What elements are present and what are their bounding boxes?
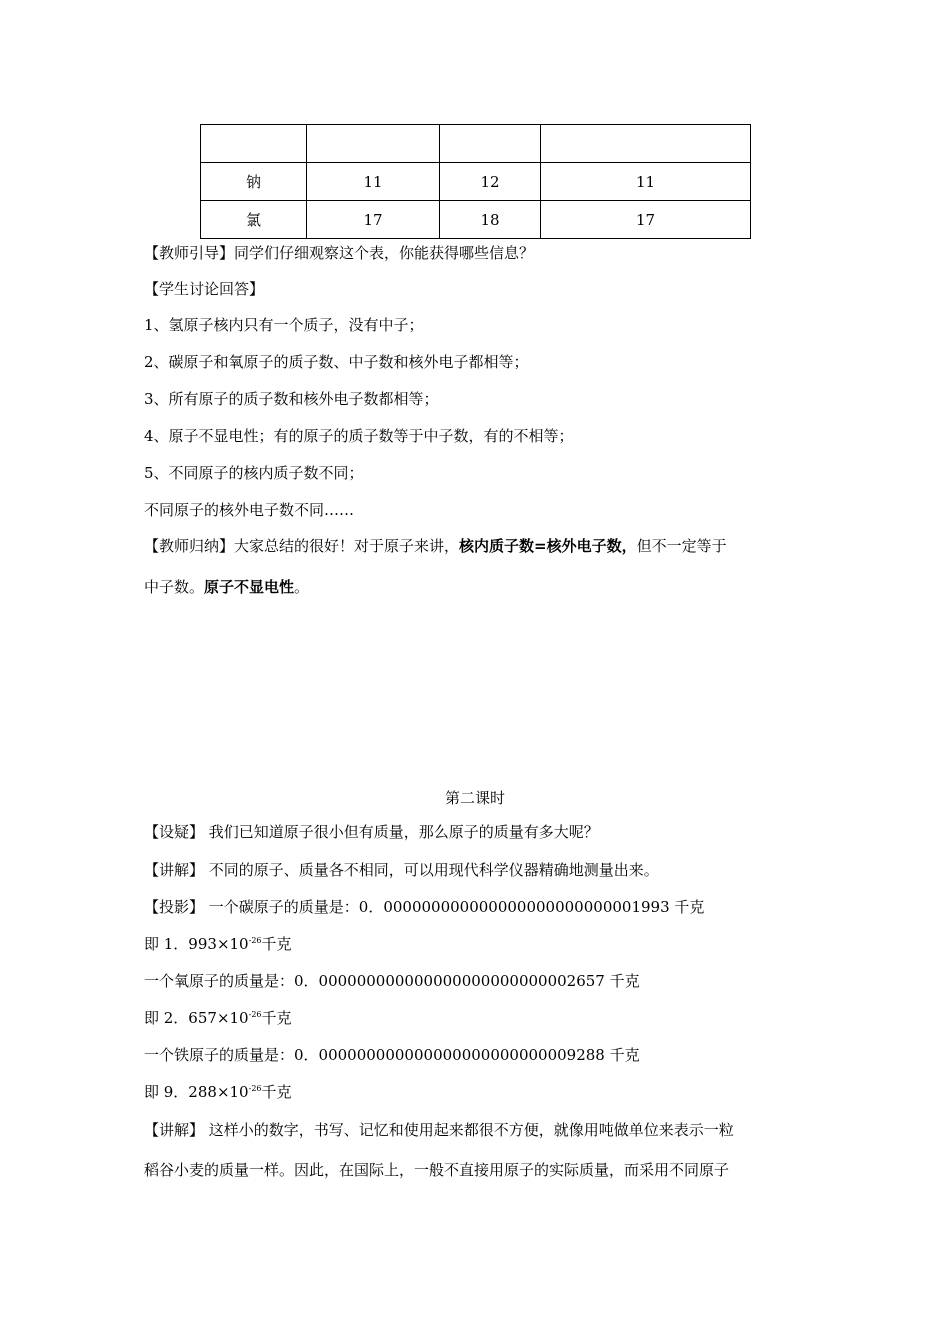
iron-mass-scientific bbox=[144, 1082, 292, 1102]
atom-data-table bbox=[200, 124, 751, 239]
oxygen-mass-scientific bbox=[144, 1008, 292, 1028]
table-cell bbox=[307, 125, 440, 163]
table-cell bbox=[201, 125, 307, 163]
table-cell: 17 bbox=[307, 201, 440, 239]
table-cell bbox=[541, 125, 751, 163]
table-cell: 12 bbox=[440, 163, 541, 201]
answer-item: 5、不同原子的核内质子数不同； bbox=[144, 464, 364, 482]
answer-item: 2、碳原子和氧原子的质子数、中子数和核外电子都相等； bbox=[144, 353, 529, 371]
table-cell: 氯 bbox=[201, 201, 307, 239]
summary-text: 中子数。 bbox=[144, 578, 205, 596]
table-cell: 钠 bbox=[201, 163, 307, 201]
mass-unit: 千克 bbox=[261, 1083, 292, 1101]
iron-mass: 一个铁原子的质量是：0．000000000000000000000000009288 千克 bbox=[144, 1046, 640, 1064]
mass-value: 即 2．657×10 bbox=[144, 1009, 249, 1027]
table-cell bbox=[440, 125, 541, 163]
summary-emphasis: 核内质子数=核外电子数， bbox=[459, 537, 637, 555]
mass-unit: 千克 bbox=[261, 1009, 292, 1027]
explanation-paragraph-2-continued: 稻谷小麦的质量一样。因此，在国际上，一般不直接用原子的实际质量，而采用不同原子 bbox=[144, 1161, 730, 1179]
answer-item: 3、所有原子的质子数和核外电子数都相等； bbox=[144, 390, 439, 408]
teacher-guide: 【教师引导】同学们仔细观察这个表，你能获得哪些信息？ bbox=[144, 244, 535, 262]
exponent: -26 bbox=[248, 1084, 262, 1093]
table-cell: 11 bbox=[307, 163, 440, 201]
explanation-paragraph: 【讲解】 不同的原子、质量各不相同，可以用现代科学仪器精确地测量出来。 bbox=[144, 861, 659, 879]
explanation-paragraph-2: 【讲解】 这样小的数字，书写、记忆和使用起来都很不方便，就像用吨做单位来表示一粒 bbox=[144, 1121, 734, 1139]
summary-text: 【教师归纳】大家总结的很好！对于原子来讲， bbox=[144, 537, 460, 555]
table-cell: 11 bbox=[541, 163, 751, 201]
mass-value: 即 1．993×10 bbox=[144, 935, 249, 953]
summary-text: 。 bbox=[294, 578, 310, 596]
projection-paragraph: 【投影】 一个碳原子的质量是：0．000000000000000000000000001993 千克 bbox=[144, 898, 705, 916]
exponent: -26 bbox=[248, 936, 262, 945]
mass-unit: 千克 bbox=[261, 935, 292, 953]
teacher-summary bbox=[144, 536, 727, 556]
answer-item: 1、氢原子核内只有一个质子，没有中子； bbox=[144, 316, 424, 334]
table-row bbox=[201, 163, 751, 201]
summary-emphasis: 原子不显电性 bbox=[204, 578, 295, 596]
oxygen-mass: 一个氧原子的质量是：0．000000000000000000000000002657 千克 bbox=[144, 972, 640, 990]
teacher-summary-continued bbox=[144, 577, 309, 597]
mass-value: 即 9．288×10 bbox=[144, 1083, 249, 1101]
table-row bbox=[201, 201, 751, 239]
exponent: -26 bbox=[248, 1010, 262, 1019]
lesson-title: 第二课时 bbox=[444, 789, 505, 807]
question-paragraph: 【设疑】 我们已知道原子很小但有质量，那么原子的质量有多大呢？ bbox=[144, 823, 599, 841]
carbon-mass-scientific bbox=[144, 934, 292, 954]
table-cell: 17 bbox=[541, 201, 751, 239]
table-cell: 18 bbox=[440, 201, 541, 239]
student-discussion-heading: 【学生讨论回答】 bbox=[144, 280, 265, 298]
table-row bbox=[201, 125, 751, 163]
summary-text: 但不一定等于 bbox=[636, 537, 727, 555]
answer-item: 不同原子的核外电子数不同…… bbox=[144, 501, 355, 519]
answer-item: 4、原子不显电性；有的原子的质子数等于中子数，有的不相等； bbox=[144, 427, 574, 445]
